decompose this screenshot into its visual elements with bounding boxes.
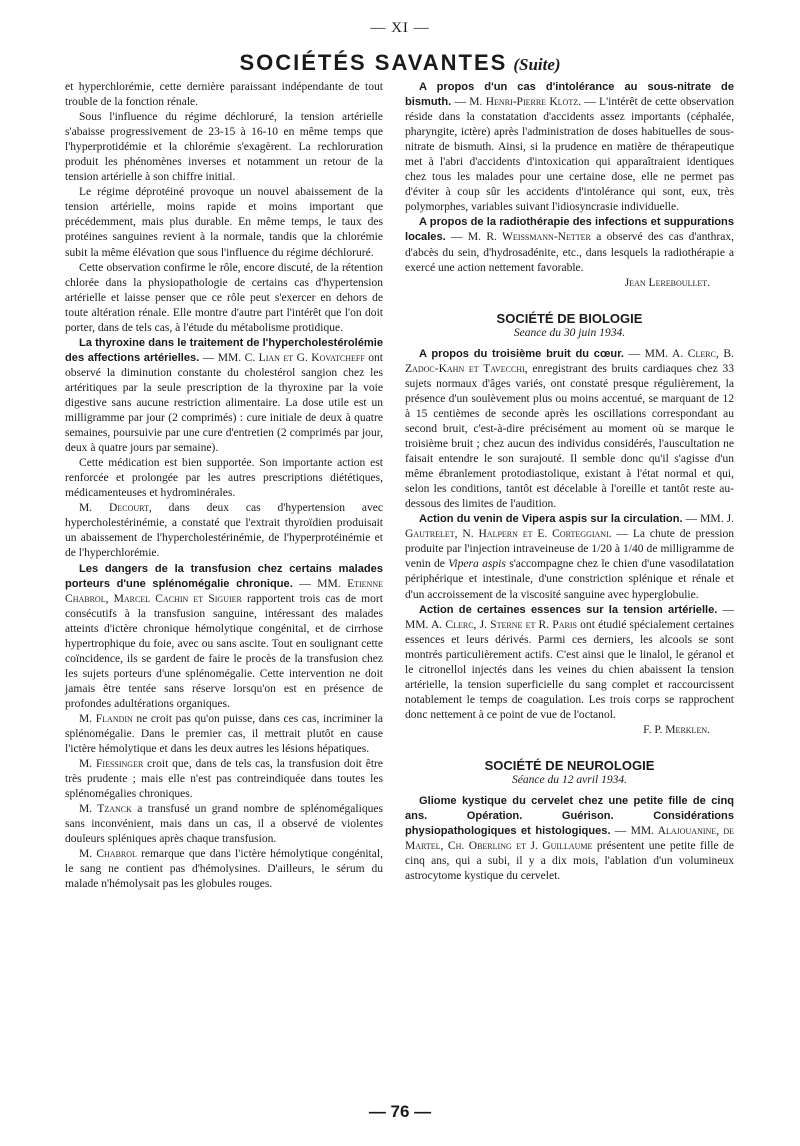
society-heading-neurologie: SOCIÉTÉ DE NEUROLOGIE <box>484 757 655 773</box>
speaker-name: M. Chabrol <box>79 848 137 861</box>
article-authors: — MM. C. Lian et G. Kovatcheff <box>202 351 365 364</box>
paragraph <box>65 802 383 847</box>
folio-roman: — XI — <box>370 20 430 36</box>
article-radiotherapie <box>405 215 734 275</box>
article-title: Action de certaines essences sur la tension artérielle. <box>419 603 718 616</box>
paragraph <box>65 757 383 802</box>
article-authors: — MM. Etienne Chabrol, Marcel Cachin et Siguier <box>65 577 383 605</box>
speaker-name: M. Fiessinger <box>79 758 144 771</box>
article-authors: — MM. A. Clerc, J. Sterne et R. Paris <box>405 603 735 631</box>
paragraph-body: a transfusé un grand nombre de splénomégaliques sans inconvénient, mais dans un cas, il a observé de violentes douleurs spléniques après chaque transfusion. <box>65 803 383 846</box>
article-authors: — MM. A. Clerc, B. Zadoc-Kahn et Tavecchi, <box>405 347 734 375</box>
paragraph-body: , dans deux cas d'hypertension avec hypercholestérinémie, a constaté que l'extrait thyroïdien produisait un abaissement de l'hypercholestérinémie, de l'hyperprotéinémie et de l'hyperchlorémie. <box>65 502 384 560</box>
left-column <box>65 80 383 893</box>
paragraph <box>65 712 383 757</box>
article-body: ont observé la diminution constante du cholestérol sangion chez les artéritiques par la seule prescription de la thyroxine par la voie digestive sans aucune restriction alimentaire. La dose utile est un milligramme par jour (2 comprimés) : cure initiale de deux à quatre semaines, poursuivie par une cure d'entretien (2 comprimés par jour, deux à quatre jours par semaine). <box>65 351 384 455</box>
article-vipera <box>405 512 734 602</box>
paragraph: et hyperchlorémie, cette dernière paraissant indépendante de tout trouble de la fonction rénale. <box>65 81 383 109</box>
suite-label: (Suite) <box>513 55 561 74</box>
article-title: A propos du troisième bruit du cœur. <box>419 347 625 360</box>
article-body: — L'intérêt de cette observation réside dans la constatation d'accidents assez importants (céphalée, pharyngite, ictère) après l'administration de doses habituelles de sous-nitrate de bismuth. Ainsi, si la prudence en matière de thérapeutique met à l'abri d'accidents d'intoxication qui apparaîtraient identiques chez tous les malades pour une certaine dose, elle ne permet pas d'éviter à coup sûr les accidents d'intolérance qui sont, eux, très polymorphes, variables suivant l'idiosyncrasie individuelle. <box>405 96 735 214</box>
article-transfusion <box>65 562 383 712</box>
article-body: s'accompagne chez le chien d'une vasodilatation périphérique et intestinale, d'une constriction splénique et rénale et d'un accroissement de la viscosité sanguine avec hyperglobulie. <box>405 558 734 601</box>
article-authors: — MM. Alajouanine, de Martel, Ch. Oberling et J. Guillaume <box>405 825 735 853</box>
paragraph: Le régime déprotéiné provoque un nouvel abaissement de la tension artérielle, moins rapide et moins important que précédemment, mais plus durable. En même temps, le taux des protéines sanguines revient à la normale, tandis que la chlorémie subit la même élévation que sous l'influence du régime déchloruré. <box>65 186 383 259</box>
article-thyroxine <box>65 336 383 456</box>
speaker-name: M. Decourt <box>79 502 149 515</box>
article-body: présentent une petite fille de cinq ans, qui a subi, il y a dix mois, l'ablation d'un volumineux astrocytome kystique du cervelet. <box>405 840 734 883</box>
article-title: La thyroxine dans le traitement de l'hypercholestérolémie des affections artérielles. <box>65 336 383 364</box>
paragraph: Sous l'influence du régime déchloruré, la tension artérielle s'abaisse progressivement de 23-15 à 16-10 en même temps que l'hyperprotidémie et la chlorémie s'exagèrent. La rechloruration produit les phénomènes inverses et notamment un retour de la tension artérielle à son chiffre initial. <box>65 111 383 184</box>
article-body: ont étudié spécialement certaines essences et leurs dérivés. Parmi ces derniers, les alcools se sont montrés particulièrement actifs. C'est ainsi que le linalol, le géranol et le citronellol injectés dans les veines du chien abaissent la tension artérielle, la tension superficielle du sang complet et raccourcissent notablement le temps de coagulation. Les trois corps se rapprochent donc nettement à ce point de vue de l'octanol. <box>405 618 734 721</box>
article-authors: — MM. J. Gautrelet, N. Halpern et E. Corteggiani. <box>405 513 734 541</box>
paragraph <box>65 847 383 892</box>
article-gliome <box>405 794 734 884</box>
right-column <box>405 80 734 884</box>
article-body: rapportent trois cas de mort consécutifs à la transfusion sanguine, intéressant des malades atteints d'ictère chronique hémolytique congénital, et de cirrhose hypertrophique du foie, avec ou sans ascite. Tout en soulignant cette coïncidence, ils se gardent de faire le procès de la transfusion chez les sujets porteurs d'une splénomégalie. Cette intervention ne doit jamais être tentée sans réserve lorsqu'on est en présence de profondes adultérations organiques. <box>65 592 383 710</box>
paragraph-body: ne croit pas qu'on puisse, dans ces cas, incriminer la splénomégalie. Dans le premier cas, il mettrait plutôt en cause l'ictère hémolytique et dans les deux autres les lésions hépatiques. <box>65 712 384 756</box>
paragraph <box>65 501 383 561</box>
paragraph: Cette observation confirme le rôle, encore discuté, de la rétention chlorée dans la physiopathologie de certains cas d'hypertension artérielle et laisse penser que ce rôle peut s'exercer en dehors de toute altération rénale. Elle montre d'autre part l'intérêt que l'on doit porter, dans de tels cas, à l'étude du métabolisme protidique. <box>65 261 383 334</box>
page-number: — 76 — <box>368 1102 432 1121</box>
journal-section-title: SOCIÉTÉS SAVANTES <box>239 50 508 75</box>
signature: F. P. Merklen. <box>643 723 710 736</box>
speaker-name: M. Flandin <box>79 712 133 725</box>
session-date: Seance du 30 juin 1934. <box>513 326 626 339</box>
article-title: Action du venin de Vipera aspis sur la circulation. <box>419 513 683 526</box>
paragraph-body: remarque que dans l'ictère hémolytique congénital, le sang ne contient pas d'hémolysines. D'ailleurs, le sérum du malade n'hémolysait pas les globules rouges. <box>65 848 383 891</box>
session-date: Séance du 12 avril 1934. <box>511 774 628 787</box>
article-title: Les dangers de la transfusion chez certains malades porteurs d'une splénomégalie chronique. <box>65 562 383 590</box>
society-heading-biologie: SOCIÉTÉ DE BIOLOGIE <box>496 310 643 326</box>
running-head <box>0 50 800 76</box>
article-title: Gliome kystique du cervelet chez une petite fille de cinq ans. Opération. Guérison. Considérations physiopathologiques et histologiques. <box>405 795 734 838</box>
article-body: a observé des cas d'anthrax, d'abcès du sein, d'hydrosadénite, etc., dans lesquels la radiothérapie a exercé une action nettement favorable. <box>405 231 735 274</box>
article-authors: — M. R. Weissmann-Netter <box>445 231 591 244</box>
paragraph-body: croit que, dans de tels cas, la transfusion doit être très prudente ; mais elle n'est pas contreindiquée dans toutes les splénomégalies chroniques. <box>65 758 384 801</box>
article-bismuth <box>405 80 734 215</box>
article-title: A propos d'un cas d'intolérance au sous-nitrate de bismuth. <box>405 81 734 109</box>
article-body: — La chute de pression produite par l'injection intraveineuse de 1/20 à 1/40 de milligramme de venin de <box>405 528 734 571</box>
speaker-name: M. Tzanck <box>79 803 132 816</box>
article-body: enregistrant des bruits cardiaques chez 33 sujets normaux d'âges variés, ont constaté presque régulièrement, la présence d'un soulèvement plus ou moins accentué, se marquant de 12 à 15 centièmes de seconde après les oscillations correspondant au second bruit, c'est-à-dire précisément au moment où se marque le troisième bruit ; chez aucun des individus considérés, l'auscultation ne faisait entendre le son surajouté. Il semble donc qu'il s'agisse d'un même ébranlement protodiastolique, existant à l'état normal et qui, selon les conditions, tantôt est décelable à l'oreille et tantôt reste au-dessous des limites de l'audition. <box>405 362 734 511</box>
species-name: Vipera aspis <box>448 558 506 571</box>
article-authors: — M. Henri-Pierre Klotz. <box>451 96 581 109</box>
article-title: A propos de la radiothérapie des infections et suppurations locales. <box>405 216 734 244</box>
signature: Jean Lereboullet. <box>624 276 710 289</box>
article-troisieme-bruit <box>405 347 734 513</box>
article-essences <box>405 603 734 723</box>
paragraph: Cette médication est bien supportée. Son importante action est renforcée et prolongée par les autres prescriptions diététiques, médicamenteuses et hydrominérales. <box>65 457 383 500</box>
